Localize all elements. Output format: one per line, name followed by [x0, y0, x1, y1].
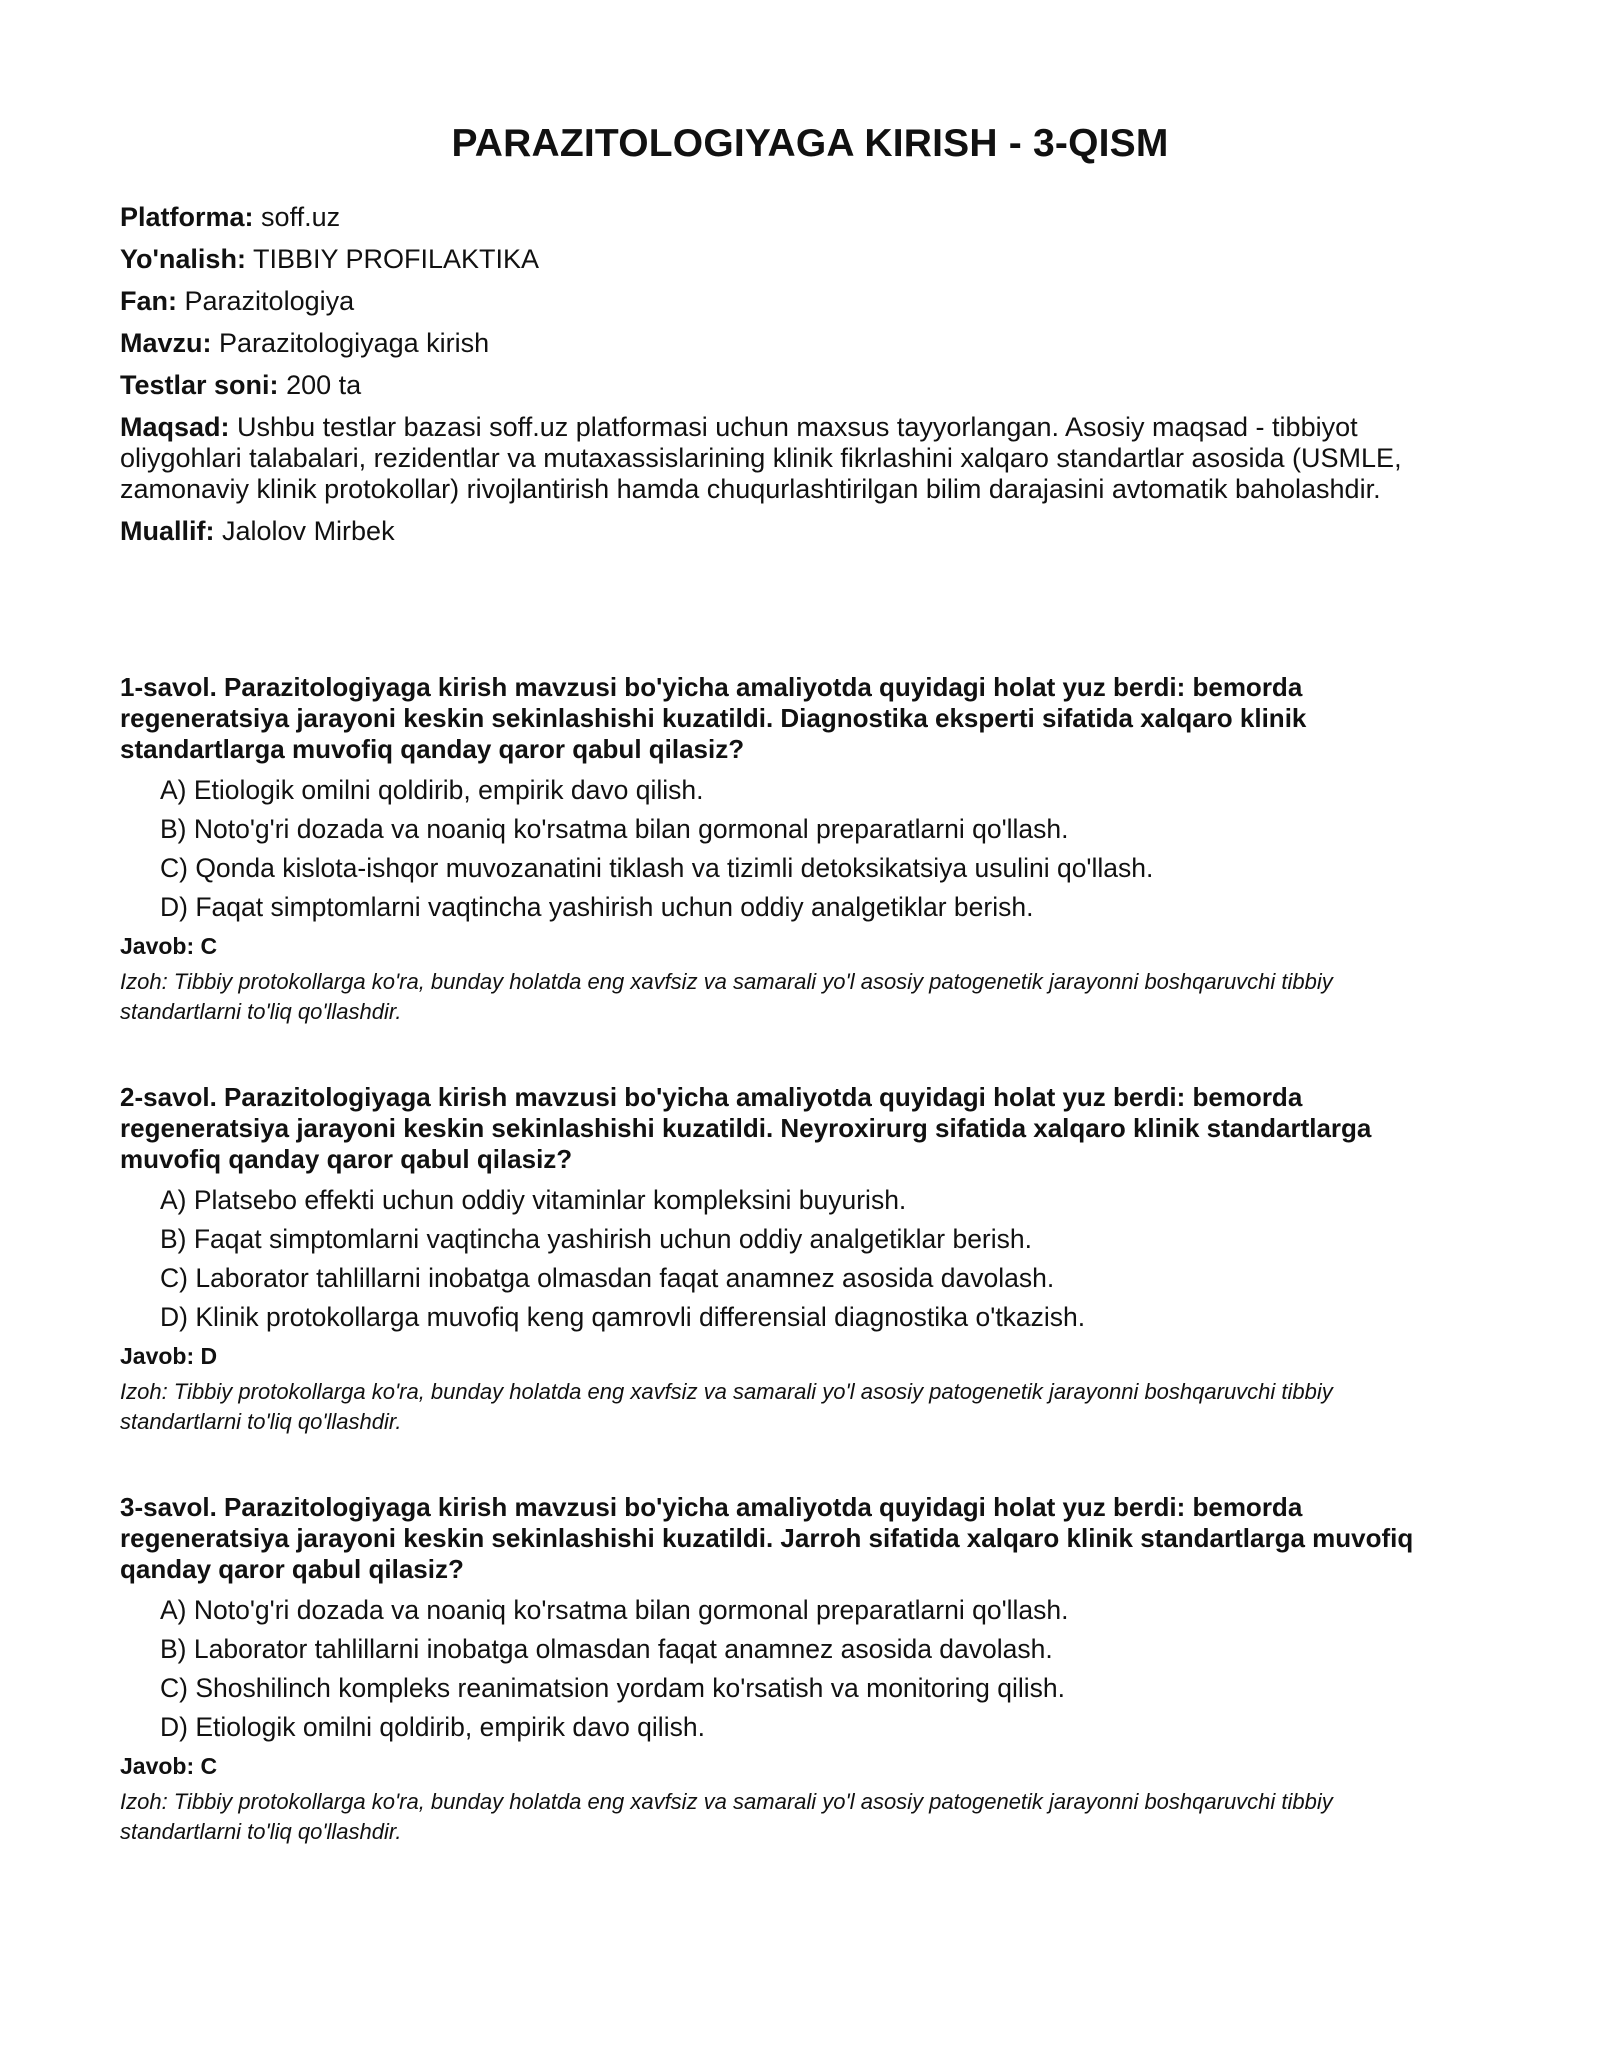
meta-value: Parazitologiya: [184, 286, 355, 316]
question-text: 3-savol. Parazitologiyaga kirish mavzusi bo'yicha amaliyotda quyidagi holat yuz berdi: bemorda regeneratsiya jarayoni keskin sekinlashishi kuzatildi. Jarroh sifatida xalqaro klinik standartlarga muvofiq qanday qaror qabul qilasiz?: [120, 1492, 1414, 1584]
answer-option-c: C) Laborator tahlillarni inobatga olmasdan faqat anamnez asosida davolash.: [160, 1263, 1055, 1293]
meta-value: TIBBIY PROFILAKTIKA: [252, 244, 540, 274]
correct-answer: Javob: C: [120, 1753, 218, 1779]
meta-key: Platforma:: [120, 202, 254, 232]
answer-options: [120, 1595, 1450, 1742]
meta-direction: [120, 244, 1450, 275]
answer-explanation: Izoh: Tibbiy protokollarga ko'ra, bunday holatda eng xavfsiz va samarali yo'l asosiy patogenetik jarayonni boshqaruvchi tibbiy standartlarni to'liq qo'llashdir.: [120, 1379, 1333, 1434]
meta-key: Fan:: [120, 286, 177, 316]
meta-value: 200 ta: [286, 370, 362, 400]
question-list: [120, 672, 1450, 1902]
answer-option-d: D) Faqat simptomlarni vaqtincha yashirish uchun oddiy analgetiklar berish.: [160, 892, 1034, 922]
answer-options: [120, 775, 1450, 922]
meta-key: Testlar soni:: [120, 370, 279, 400]
meta-topic: [120, 328, 1450, 359]
meta-value: Jalolov Mirbek: [222, 516, 395, 546]
meta-subject: [120, 286, 1450, 317]
answer-options: [120, 1185, 1450, 1332]
answer-explanation: Izoh: Tibbiy protokollarga ko'ra, bunday holatda eng xavfsiz va samarali yo'l asosiy patogenetik jarayonni boshqaruvchi tibbiy standartlarni to'liq qo'llashdir.: [120, 969, 1333, 1024]
meta-test-count: [120, 370, 1450, 401]
answer-option-a: A) Platsebo effekti uchun oddiy vitaminlar kompleksini buyurish.: [160, 1185, 907, 1215]
answer-option-a: A) Etiologik omilni qoldirib, empirik davo qilish.: [160, 775, 704, 805]
correct-answer: Javob: C: [120, 933, 218, 959]
document-title: PARAZITOLOGIYAGA KIRISH - 3-QISM: [451, 122, 1169, 165]
answer-option-c: C) Qonda kislota-ishqor muvozanatini tiklash va tizimli detoksikatsiya usulini qo'llash.: [160, 853, 1154, 883]
meta-key: Muallif:: [120, 516, 215, 546]
meta-platform: [120, 202, 1450, 233]
answer-option-b: B) Faqat simptomlarni vaqtincha yashirish uchun oddiy analgetiklar berish.: [160, 1224, 1032, 1254]
question-item: [120, 1492, 1450, 1902]
question-text: 1-savol. Parazitologiyaga kirish mavzusi bo'yicha amaliyotda quyidagi holat yuz berdi: bemorda regeneratsiya jarayoni keskin sekinlashishi kuzatildi. Diagnostika eksperti sifatida xalqaro klinik standartlarga muvofiq qanday qaror qabul qilasiz?: [120, 672, 1307, 764]
meta-key: Maqsad:: [120, 412, 230, 442]
meta-value: Parazitologiyaga kirish: [219, 328, 490, 358]
meta-value: Ushbu testlar bazasi soff.uz platformasi uchun maxsus tayyorlangan. Asosiy maqsad - tibbiyot oliygohlari talabalari, rezidentlar va mutaxassislarining klinik fikrlashini xalqaro standartlar asosida (USMLE, zamonaviy klinik protokollar) rivojlantirish hamda chuqurlashtirilgan bilim darajasini avtomatik baholashdir.: [120, 412, 1402, 504]
question-item: [120, 1082, 1450, 1492]
meta-key: Yo'nalish:: [120, 244, 246, 274]
meta-value: soff.uz: [261, 202, 341, 232]
correct-answer: Javob: D: [120, 1343, 218, 1369]
document-meta: [120, 202, 1450, 558]
question-item: [120, 672, 1450, 1082]
answer-option-d: D) Klinik protokollarga muvofiq keng qamrovli differensial diagnostika o'tkazish.: [160, 1302, 1086, 1332]
answer-option-b: B) Laborator tahlillarni inobatga olmasdan faqat anamnez asosida davolash.: [160, 1634, 1053, 1664]
answer-explanation: Izoh: Tibbiy protokollarga ko'ra, bunday holatda eng xavfsiz va samarali yo'l asosiy patogenetik jarayonni boshqaruvchi tibbiy standartlarni to'liq qo'llashdir.: [120, 1789, 1333, 1844]
answer-option-b: B) Noto'g'ri dozada va noaniq ko'rsatma bilan gormonal preparatlarni qo'llash.: [160, 814, 1069, 844]
answer-option-d: D) Etiologik omilni qoldirib, empirik davo qilish.: [160, 1712, 705, 1742]
meta-author: [120, 516, 1450, 547]
question-text: 2-savol. Parazitologiyaga kirish mavzusi bo'yicha amaliyotda quyidagi holat yuz berdi: bemorda regeneratsiya jarayoni keskin sekinlashishi kuzatildi. Neyroxirurg sifatida xalqaro klinik standartlarga muvofiq qanday qaror qabul qilasiz?: [120, 1082, 1372, 1174]
meta-key: Mavzu:: [120, 328, 212, 358]
meta-purpose: [120, 412, 1450, 505]
answer-option-c: C) Shoshilinch kompleks reanimatsion yordam ko'rsatish va monitoring qilish.: [160, 1673, 1065, 1703]
answer-option-a: A) Noto'g'ri dozada va noaniq ko'rsatma bilan gormonal preparatlarni qo'llash.: [160, 1595, 1069, 1625]
